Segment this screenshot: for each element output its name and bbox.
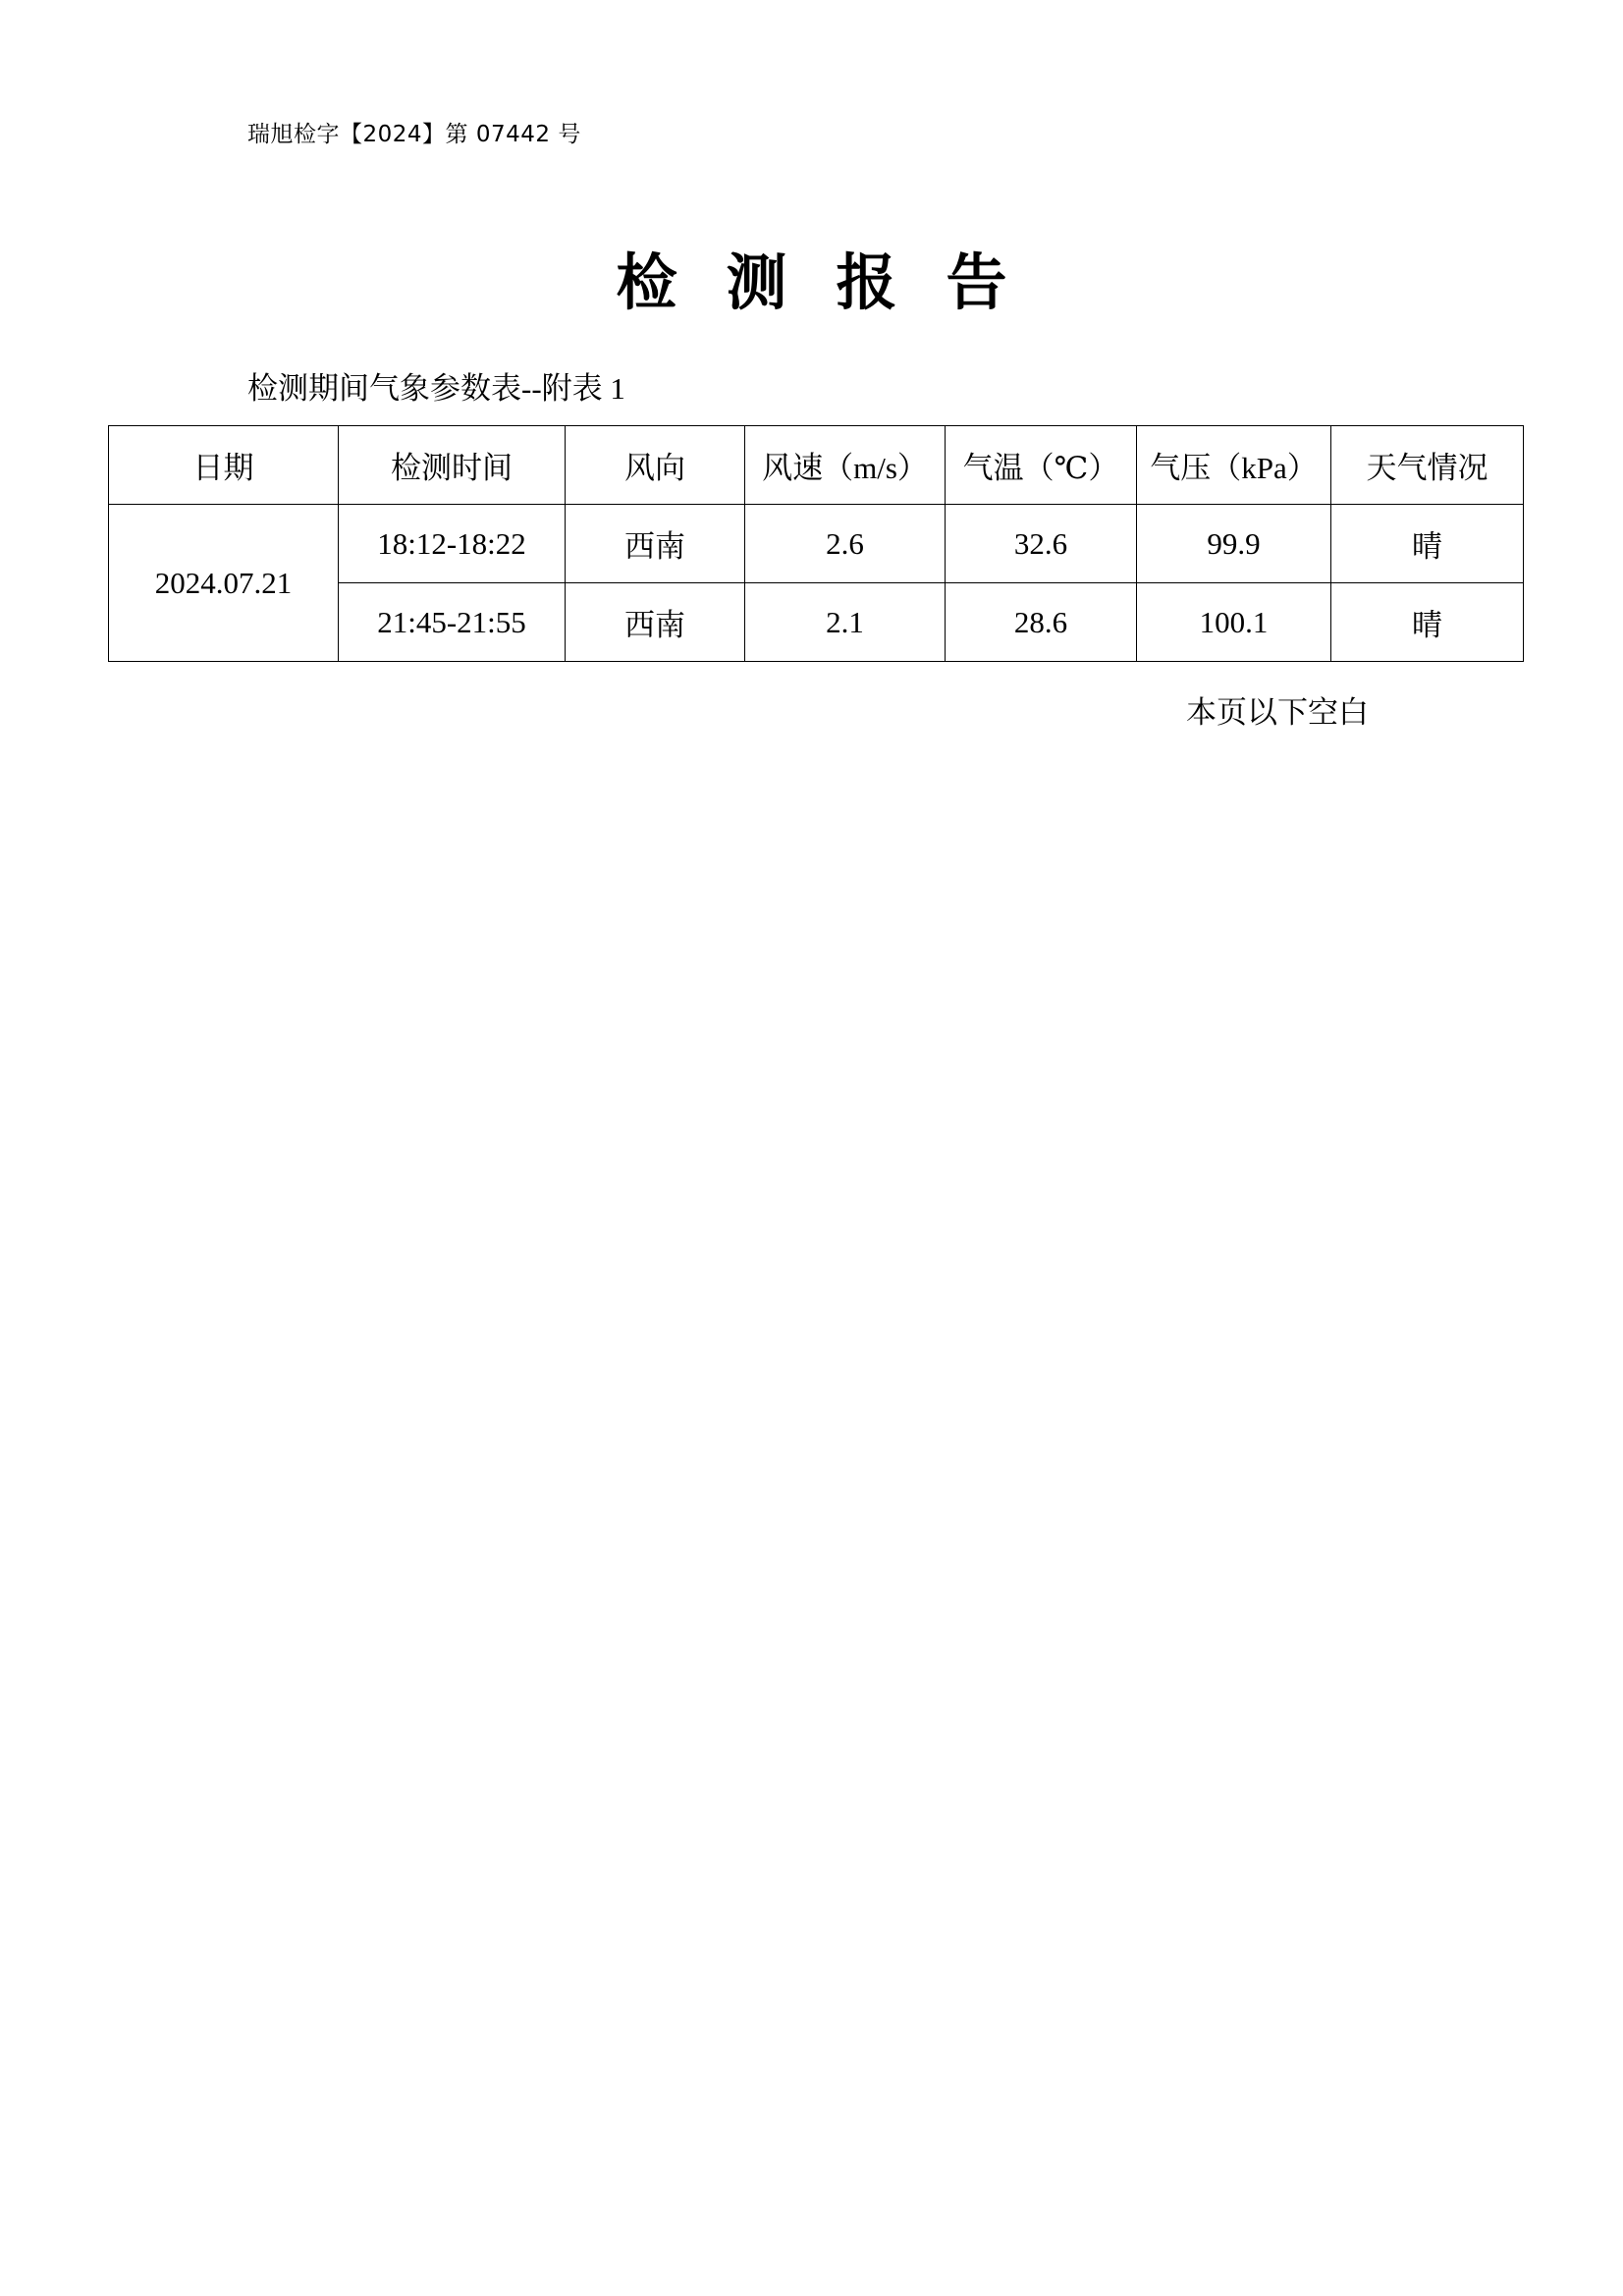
weather-cell: 晴 — [1331, 505, 1524, 583]
wind-speed-cell: 2.6 — [745, 505, 946, 583]
column-header-wind-direction: 风向 — [566, 426, 745, 505]
column-header-pressure: 气压（kPa） — [1137, 426, 1331, 505]
date-cell: 2024.07.21 — [109, 505, 339, 662]
time-cell: 18:12-18:22 — [339, 505, 566, 583]
column-header-date: 日期 — [109, 426, 339, 505]
blank-page-note: 本页以下空白 — [1186, 695, 1369, 730]
table-caption: 检测期间气象参数表--附表 1 — [247, 371, 625, 406]
pressure-cell: 100.1 — [1137, 583, 1331, 662]
report-number: 瑞旭检字【2024】第 07442 号 — [247, 122, 581, 147]
temperature-cell: 28.6 — [946, 583, 1137, 662]
weather-cell: 晴 — [1331, 583, 1524, 662]
column-header-time: 检测时间 — [339, 426, 566, 505]
table-header-row — [109, 426, 1524, 505]
column-header-weather: 天气情况 — [1331, 426, 1524, 505]
wind-speed-cell: 2.1 — [745, 583, 946, 662]
column-header-temperature: 气温（℃） — [946, 426, 1137, 505]
table-row — [109, 505, 1524, 583]
pressure-cell: 99.9 — [1137, 505, 1331, 583]
temperature-cell: 32.6 — [946, 505, 1137, 583]
column-header-wind-speed: 风速（m/s） — [745, 426, 946, 505]
wind-direction-cell: 西南 — [566, 583, 745, 662]
wind-direction-cell: 西南 — [566, 505, 745, 583]
time-cell: 21:45-21:55 — [339, 583, 566, 662]
page-title: 检测报告 — [616, 246, 1056, 318]
weather-parameters-table — [108, 425, 1524, 662]
